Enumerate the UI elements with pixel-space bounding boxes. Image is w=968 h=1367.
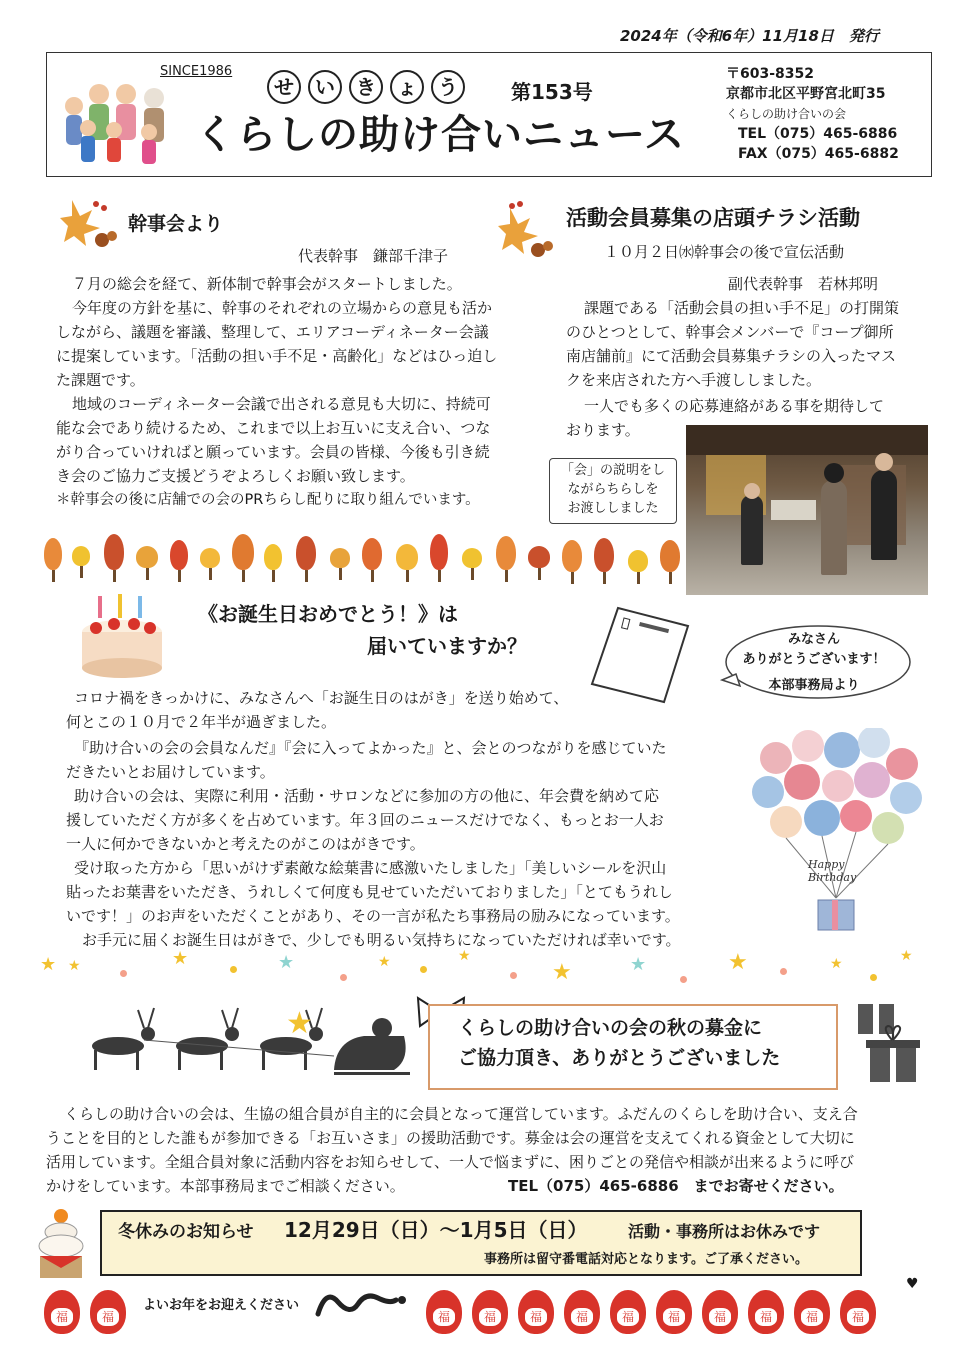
recruit-line: のひとつとして、幹事会メンバーで『コープ御所 [566,323,894,341]
winter-closed-notice: 活動・事務所はお休みです [628,1222,821,1241]
birthday-line: だきたいとお届けしています。 [66,763,275,781]
autumn-tree-border [40,528,560,588]
birthday-line: 受け取った方から「思いがけず素敵な絵葉書に感激いたしました」「美しいシールを沢山 [74,859,667,877]
fund-title-line2: ご協力頂き、ありがとうございました [458,1047,781,1069]
kana-circle-yo: ょ [390,70,424,104]
kanjikai-line: しながら、議題を審議、整理して、エリアコーディネーター会議 [56,323,489,341]
daruma-icon [90,1290,126,1334]
balloons-illustration [746,728,932,938]
birthday-line: お手元に届くお誕生日はがきで、少しでも明るい気持ちになっていただければ幸いです。 [82,931,681,949]
daruma-icon [564,1290,600,1334]
reindeer-sleigh-illustration [64,1000,414,1082]
birthday-line: 援していただく方が多くを占めています。年３回のニュースだけでなく、もっとお一人お [66,811,664,829]
recruit-line: 課題である「活動会員の担い手不足」の打開策 [584,299,900,317]
kanjikai-note: ＊幹事会の後に店舗での会のPRちらし配りに取り組んでいます。 [56,492,480,508]
kanjikai-line: 今年度の方針を基に、幹事のそれぞれの立場からの意見も活か [72,299,493,317]
address-org: くらしの助け合いの会 [726,107,847,121]
daruma-icon [748,1290,784,1334]
newsletter-title: くらしの助け合いニュース [195,112,685,158]
recruit-line: クを来店された方へ手渡ししました。 [566,371,822,389]
fund-title-line1: くらしの助け合いの会の秋の募金に [458,1017,763,1039]
gold-star-icon: ★ [286,1006,313,1041]
thanks-line: ありがとうございます！ [742,652,886,667]
daruma-icon [702,1290,738,1334]
kana-circle-se: せ [267,70,301,104]
daruma-icon [840,1290,876,1334]
birthday-title-line2: 届いていますか？ [367,634,527,658]
kanjikai-line: た課題です。 [56,371,145,389]
birthday-line: いです！」のお声をいただくことがあり、その一言が私たち事務局の励みになっています。 [66,907,680,925]
kanjikai-author: 代表幹事 鎌部千津子 [298,247,449,265]
kanjikai-line: き会のご協力ご支援どうぞよろしくお願い致します。 [56,467,415,485]
birthday-line: 『助け合いの会の会員なんだ』『会に入ってよかった』と、会とのつながりを感じていた [74,739,667,757]
daruma-icon [426,1290,462,1334]
winter-dates: 12月29日（日）～1月5日（日） [284,1218,588,1242]
thanks-line: みなさん [787,632,840,647]
since-label: SINCE1986 [160,64,233,79]
address-postal: 〒603-8352 [726,66,814,82]
birthday-line: 助け合いの会は、実際に利用・活動・サロンなどに参加の方の他に、年会費を納めて応 [74,787,660,805]
daruma-icon [794,1290,830,1334]
fund-contact: TEL（075）465‐6886 までお寄せください。 [508,1177,844,1195]
fund-line: うことを目的とした誰もが参加できる「お互いさま」の援助活動です。募金は会の運営を支えてくれる資金として大切に [46,1129,855,1147]
fund-line: 活用しています。全組合員対象に活動内容をお知らせして、一人で悩まずに、困りごとの発信や相談が出来るように呼び [46,1153,855,1171]
recruit-line: 南店舗前』にて活動会員募集チラシの入ったマス [566,347,897,365]
address-tel: TEL（075）465‐6886 [738,126,898,142]
winter-note: 事務所は留守番電話対応となります。ご了承ください。 [484,1252,808,1267]
daruma-icon [472,1290,508,1334]
happy-birthday-text: Happy Birthday [808,858,857,884]
issue-date: 2024年（令和6年）11月18日 発行 [620,27,879,45]
kanjikai-line: がり合っていければと願っています。会員の皆様、今後も引き続 [56,443,490,461]
birthday-line: 一人に何かできないかと考えたのがこのはがきです。 [66,835,425,853]
bubble-line: ながらちらしを [567,482,659,497]
postcard-icon [588,604,692,704]
store-front-photo [686,425,928,595]
family-illustration [54,80,184,170]
bubble-line: 「会」の説明をし [560,463,665,478]
snake-icon [312,1284,412,1320]
daruma-icon [518,1290,554,1334]
address-street: 京都市北区平野宮北町35 [726,86,886,102]
kanjikai-line: に提案しています。「活動の担い手不足・高齢化」などはひっ迫し [56,347,498,365]
autumn-leaf-icon [60,196,120,252]
kana-circle-u: う [431,70,465,104]
fund-line: かけをしています。本部事務局までご相談ください。 [46,1177,405,1195]
kanjikai-line: 地域のコーディネーター会議で出される意見も大切に、持続可 [72,395,491,413]
daruma-icon [44,1290,80,1334]
recruit-line: おります。 [566,421,640,439]
birthday-cake-icon [80,592,170,682]
new-year-greeting: よいお年をお迎えください [143,1298,300,1313]
kana-circle-ki: き [349,70,383,104]
recruit-line: 一人でも多くの応募連絡がある事を期待して [584,397,885,415]
birthday-line: 貼ったお葉書をいただき、うれしくて何度も見せていただいておりました」「とてもうれし [66,883,673,901]
birthday-line: 何とこの１０月で２年半が過ぎました。 [66,713,337,731]
recruit-author: 副代表幹事 若林邦明 [728,275,879,293]
birthday-line: コロナ禍をきっかけに、みなさんへ「お誕生日のはがき」を送り始めて、 [74,689,569,707]
kana-circle-i: い [308,70,342,104]
daruma-icon [656,1290,692,1334]
issue-number: 第153号 [511,80,593,104]
daruma-icon [610,1290,646,1334]
birthday-title-line1: 《お誕生日おめでとう！》は [198,602,458,626]
fund-line: くらしの助け合いの会は、生協の組合員が自主的に会員となって運営しています。ふだんのくらしを助け合い、支え合 [64,1105,858,1123]
kagami-mochi-icon [30,1208,92,1282]
bubble-line: お渡ししました [567,501,659,516]
kanjikai-title: 幹事会より [128,213,224,235]
thanks-signature: 本部事務局より [768,678,860,693]
kanjikai-line: 能な会であり続けるため、これまで以上お互いに支え合い、つな [56,419,491,437]
star-decoration-row: ★ ★ ★ ★ ★ ★ ★ ★ ★ ★ ★ [40,948,913,985]
explanation-bubble [549,458,677,524]
address-fax: FAX（075）465‐6882 [738,146,899,162]
recruit-subtitle: １０月２日㈬幹事会の後で宣伝活動 [604,243,845,261]
recruit-title: 活動会員募集の店頭チラシ活動 [566,206,860,230]
winter-label: 冬休みのお知らせ [118,1222,254,1242]
autumn-tree-border-2 [560,536,690,586]
autumn-leaf-icon-2 [498,200,558,260]
kanjikai-line: ７月の総会を経て、新体制で幹事会がスタートしました。 [72,275,462,293]
heart-icon: ♥ [906,1276,919,1292]
gift-box-icon [852,990,926,1086]
